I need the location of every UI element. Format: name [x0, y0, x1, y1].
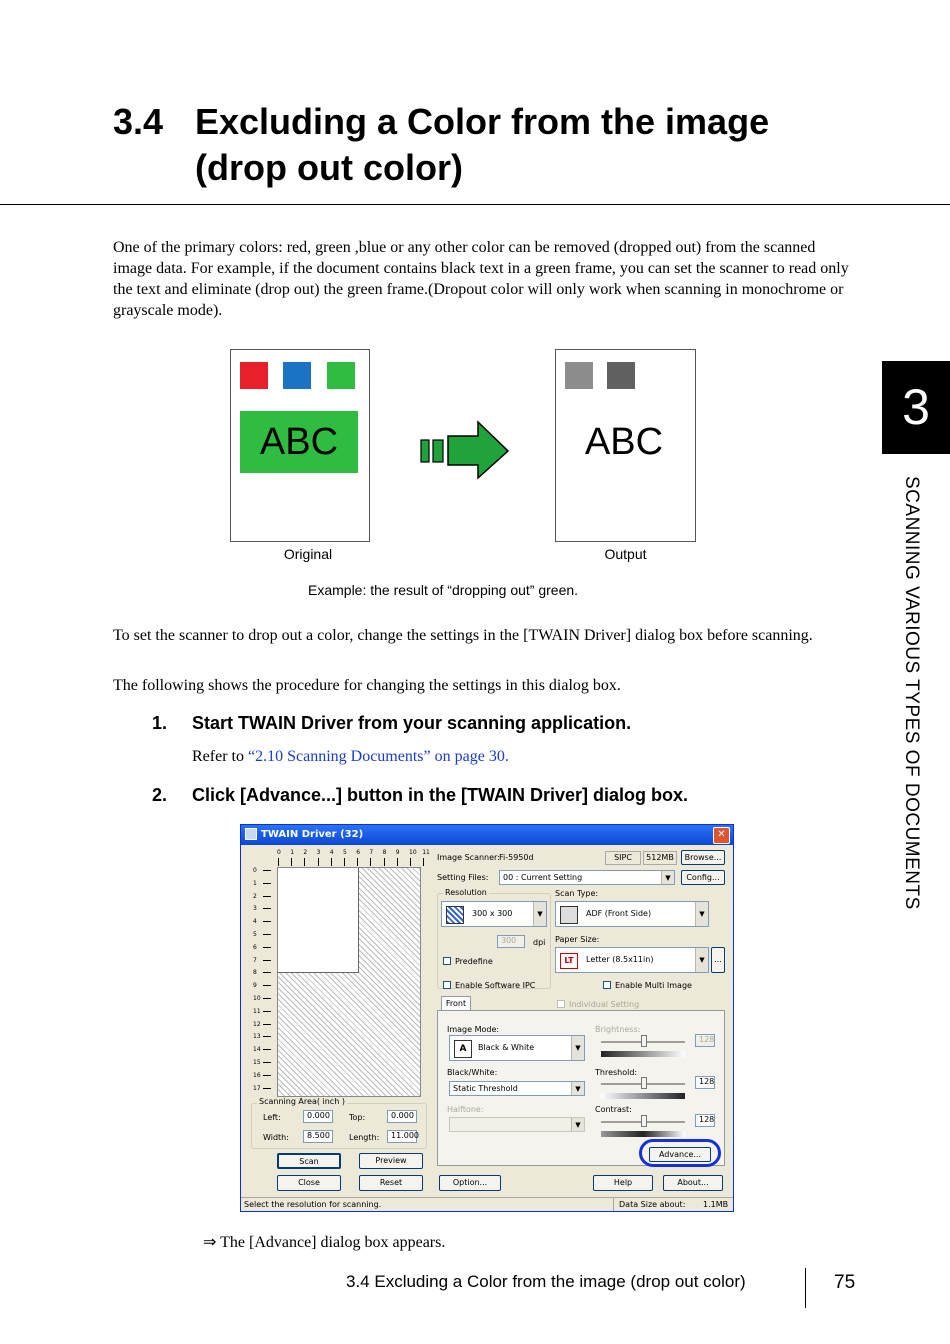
predefine-checkbox[interactable]: [443, 957, 451, 965]
ruler-tick: [263, 947, 271, 948]
halftone-label: Halftone:: [447, 1105, 484, 1114]
option-button[interactable]: Option...: [439, 1175, 501, 1191]
preview-button[interactable]: Preview: [359, 1153, 423, 1169]
page-number: 75: [834, 1272, 856, 1293]
section-title-line2: (drop out color): [195, 147, 463, 188]
ruler-tick: [263, 998, 271, 999]
ruler-left-label: 1: [253, 879, 257, 887]
ruler-tick: [410, 858, 411, 866]
top-input[interactable]: 0.000: [387, 1110, 417, 1123]
custom-dpi-input[interactable]: 300: [497, 935, 525, 948]
brightness-input[interactable]: 128: [695, 1034, 715, 1047]
memory-indicator: 512MB: [643, 851, 677, 865]
twain-driver-dialog: [240, 824, 734, 1212]
gray-swatch-2: [607, 362, 635, 389]
ruler-left-label: 8: [253, 969, 257, 977]
close-button[interactable]: Close: [277, 1175, 341, 1191]
advance-highlight-circle: [639, 1139, 721, 1167]
brightness-gradient: [601, 1051, 685, 1057]
advance-button[interactable]: Advance...: [649, 1147, 711, 1162]
paper-size-more-button[interactable]: ...: [711, 947, 725, 973]
ruler-tick: [263, 972, 271, 973]
ruler-top-label: 3: [316, 849, 321, 856]
ruler-left-label: 11: [253, 1007, 261, 1015]
threshold-gradient: [601, 1093, 685, 1099]
footer-divider: [805, 1268, 806, 1308]
contrast-gradient: [601, 1131, 685, 1137]
chapter-tab: 3: [882, 361, 950, 454]
ruler-tick: [423, 858, 424, 866]
enable-multi-checkbox[interactable]: [603, 981, 611, 989]
ruler-top-label: 2: [303, 849, 308, 856]
ruler-tick: [263, 1075, 271, 1076]
ruler-tick: [263, 1088, 271, 1089]
ruler-tick: [263, 934, 271, 935]
ruler-tick: [291, 858, 292, 866]
output-abc: ABC: [584, 421, 664, 463]
paper-size-value: Letter (8.5x11in): [586, 955, 654, 964]
step2-title: Click [Advance...] button in the [TWAIN Driver] dialog box.: [192, 785, 689, 805]
individual-setting-checkbox[interactable]: [557, 1000, 565, 1008]
ruler-top-label: 10: [409, 849, 417, 856]
close-icon[interactable]: ✕: [713, 827, 730, 844]
resolution-value: 300 x 300: [472, 909, 513, 918]
ruler-left-label: 10: [253, 995, 261, 1002]
chevron-down-icon[interactable]: ▼: [571, 1118, 584, 1131]
step1-reference: [192, 746, 509, 767]
footer-title: 3.4 Excluding a Color from the image (drop out color): [346, 1272, 746, 1291]
arrow-icon: [418, 418, 514, 482]
status-divider: [613, 1198, 614, 1212]
setting-files-select[interactable]: [499, 870, 675, 885]
instruction-paragraph: To set the scanner to drop out a color, change the settings in the [TWAIN Driver] dialog box before scanning.: [113, 627, 813, 644]
ruler-left-label: 2: [253, 892, 257, 900]
about-button[interactable]: About...: [663, 1175, 723, 1191]
ruler-tick: [397, 858, 398, 866]
ruler-tick: [304, 858, 305, 866]
chevron-down-icon[interactable]: ▼: [661, 871, 674, 884]
ruler-tick: [370, 858, 371, 866]
image-mode-value: Black & White: [478, 1043, 535, 1052]
ruler-left-label: 3: [253, 905, 257, 913]
sipc-indicator: SIPC: [605, 851, 641, 865]
help-button[interactable]: Help: [593, 1175, 653, 1191]
resolution-select[interactable]: [441, 901, 547, 927]
resolution-icon: [446, 906, 464, 924]
ruler-tick: [263, 1049, 271, 1050]
tab-front[interactable]: Front: [441, 996, 471, 1011]
length-label: Length:: [349, 1133, 380, 1142]
letter-icon: LT: [560, 953, 578, 969]
config-button[interactable]: Config...: [681, 870, 725, 885]
ruler-tick: [263, 883, 271, 884]
green-swatch: [327, 362, 355, 389]
ruler-top: [271, 849, 431, 867]
contrast-thumb[interactable]: [641, 1115, 647, 1127]
halftone-select[interactable]: [449, 1117, 585, 1132]
threshold-thumb[interactable]: [641, 1077, 647, 1089]
data-size-label: Data Size about:: [619, 1200, 686, 1209]
section-number: 3.4: [113, 101, 164, 142]
ruler-tick: [263, 908, 271, 909]
data-size-value: 1.1MB: [703, 1200, 729, 1209]
scan-type-label: Scan Type:: [555, 889, 599, 898]
dialog-titlebar: [241, 825, 733, 845]
ruler-tick: [344, 858, 345, 866]
paper-size-label: Paper Size:: [555, 935, 600, 944]
browse-button[interactable]: Browse...: [681, 850, 725, 865]
scan-area-rect[interactable]: [278, 868, 359, 973]
adf-icon: [560, 906, 578, 924]
image-mode-label: Image Mode:: [447, 1025, 500, 1034]
figure-caption: Example: the result of “dropping out” green.: [308, 582, 579, 598]
ruler-tick: [263, 1036, 271, 1037]
ruler-left-label: 16: [253, 1071, 261, 1079]
ruler-left-label: 9: [253, 982, 257, 990]
ruler-left-label: 15: [253, 1059, 261, 1066]
output-page: [555, 349, 696, 542]
resolution-label: Resolution: [445, 888, 487, 897]
brightness-label: Brightness:: [595, 1025, 641, 1034]
ruler-top-label: 1: [290, 849, 295, 856]
left-label: Left:: [263, 1113, 281, 1122]
paper-size-select[interactable]: [555, 947, 709, 973]
ruler-top-label: 9: [395, 849, 400, 856]
original-abc: ABC: [240, 411, 358, 473]
red-swatch: [240, 362, 268, 389]
top-label: Top:: [349, 1113, 366, 1122]
blue-swatch: [283, 362, 311, 389]
enable-multi-label: Enable Multi Image: [615, 981, 692, 990]
ruler-tick: [263, 896, 271, 897]
reference-link[interactable]: “2.10 Scanning Documents” on page 30: [247, 748, 505, 765]
original-page: [230, 349, 370, 542]
brightness-thumb[interactable]: [641, 1035, 647, 1047]
contrast-input[interactable]: 128: [695, 1114, 715, 1127]
bw-select[interactable]: [449, 1081, 585, 1096]
ruler-tick: [263, 1011, 271, 1012]
ruler-tick: [263, 960, 271, 961]
status-text: Select the resolution for scanning.: [244, 1200, 382, 1209]
scan-button[interactable]: Scan: [277, 1153, 341, 1169]
preview-area[interactable]: [277, 867, 421, 1097]
dialog-title: TWAIN Driver (32): [261, 829, 364, 840]
ruler-tick: [278, 858, 279, 866]
ruler-left-label: 12: [253, 1020, 261, 1028]
ruler-left-label: 6: [253, 943, 257, 951]
ruler-top-label: 8: [382, 849, 387, 856]
left-input[interactable]: 0.000: [303, 1110, 333, 1123]
ruler-tick: [263, 870, 271, 871]
image-mode-select[interactable]: [449, 1035, 585, 1061]
bw-label: Black/White:: [447, 1068, 498, 1077]
ruler-tick: [263, 1062, 271, 1063]
enable-ipc-checkbox[interactable]: [443, 981, 451, 989]
bw-mode-icon: A: [454, 1040, 472, 1058]
section-title-line1: Excluding a Color from the image: [195, 101, 770, 142]
intro-paragraph: One of the primary colors: red, green ,blue or any other color can be removed (dropped out) from the scanned image data. For example, if the document contains black text in a green frame, you can set the scanner to read only the text and eliminate (drop out) the green frame.(Dropout color will only work when scanning in monochrome or grayscale mode).: [113, 239, 849, 319]
ruler-tick: [357, 858, 358, 866]
image-scanner-label: Image Scanner:: [437, 853, 500, 862]
result-text: ⇒ The [Advance] dialog box appears.: [203, 1234, 446, 1251]
reset-button[interactable]: Reset: [359, 1175, 423, 1191]
ruler-left: [253, 867, 271, 1095]
ruler-top-label: 5: [343, 849, 347, 856]
step2-number: 2.: [152, 785, 168, 805]
scanning-area-label: Scanning Area( inch ): [259, 1097, 345, 1106]
bw-value: Static Threshold: [453, 1084, 518, 1093]
step1-title: Start TWAIN Driver from your scanning application.: [192, 713, 632, 733]
dpi-label: dpi: [533, 938, 546, 947]
ruler-left-label: 17: [253, 1084, 261, 1092]
reference-prefix: Refer to: [192, 748, 248, 765]
ruler-left-label: 5: [253, 931, 257, 938]
status-bar: [241, 1197, 733, 1212]
output-label: Output: [604, 546, 647, 562]
ruler-tick: [263, 1024, 271, 1025]
ruler-top-label: 11: [422, 849, 430, 856]
setting-files-value: 00 : Current Setting: [503, 873, 583, 882]
image-scanner-value: Fi-5950d: [499, 853, 534, 862]
scanner-icon: [245, 828, 257, 840]
original-label: Original: [283, 546, 333, 562]
ruler-left-label: 0: [253, 867, 257, 874]
ruler-tick: [384, 858, 385, 866]
scan-type-select[interactable]: [555, 901, 709, 927]
threshold-input[interactable]: 128: [695, 1076, 715, 1089]
ruler-left-label: 13: [253, 1033, 261, 1041]
width-label: Width:: [263, 1133, 289, 1142]
heading-rule: [0, 204, 950, 205]
chevron-down-icon[interactable]: ▼: [695, 948, 708, 972]
ruler-left-label: 14: [253, 1046, 261, 1054]
ruler-top-label: 0: [277, 849, 281, 856]
ruler-top-label: 7: [369, 849, 374, 856]
reference-suffix: .: [504, 748, 509, 765]
individual-setting-label: Individual Setting: [569, 1000, 640, 1009]
contrast-label: Contrast:: [595, 1105, 632, 1114]
ruler-tick: [331, 858, 332, 866]
ruler-tick: [263, 921, 271, 922]
scan-type-value: ADF (Front Side): [586, 909, 652, 918]
length-input[interactable]: 11.000: [387, 1130, 417, 1143]
ruler-top-label: 6: [356, 849, 361, 856]
chevron-down-icon[interactable]: ▼: [571, 1036, 584, 1060]
chevron-down-icon[interactable]: ▼: [695, 902, 708, 926]
ruler-tick: [263, 985, 271, 986]
enable-ipc-label: Enable Software IPC: [455, 981, 536, 990]
chapter-title-vertical: SCANNING VARIOUS TYPES OF DOCUMENTS: [901, 476, 922, 910]
chevron-down-icon[interactable]: ▼: [571, 1082, 584, 1095]
setting-files-label: Setting Files:: [437, 873, 489, 882]
chevron-down-icon[interactable]: ▼: [533, 902, 546, 926]
predefine-label: Predefine: [455, 957, 493, 966]
ruler-top-label: 4: [329, 849, 334, 856]
threshold-label: Threshold:: [595, 1068, 638, 1077]
step1-number: 1.: [152, 713, 168, 733]
ruler-tick: [318, 858, 319, 866]
procedure-paragraph: The following shows the procedure for changing the settings in this dialog box.: [113, 677, 621, 694]
ruler-left-label: 4: [253, 918, 257, 926]
width-input[interactable]: 8.500: [303, 1130, 333, 1143]
ruler-left-label: 7: [253, 956, 257, 964]
gray-swatch-1: [565, 362, 593, 389]
